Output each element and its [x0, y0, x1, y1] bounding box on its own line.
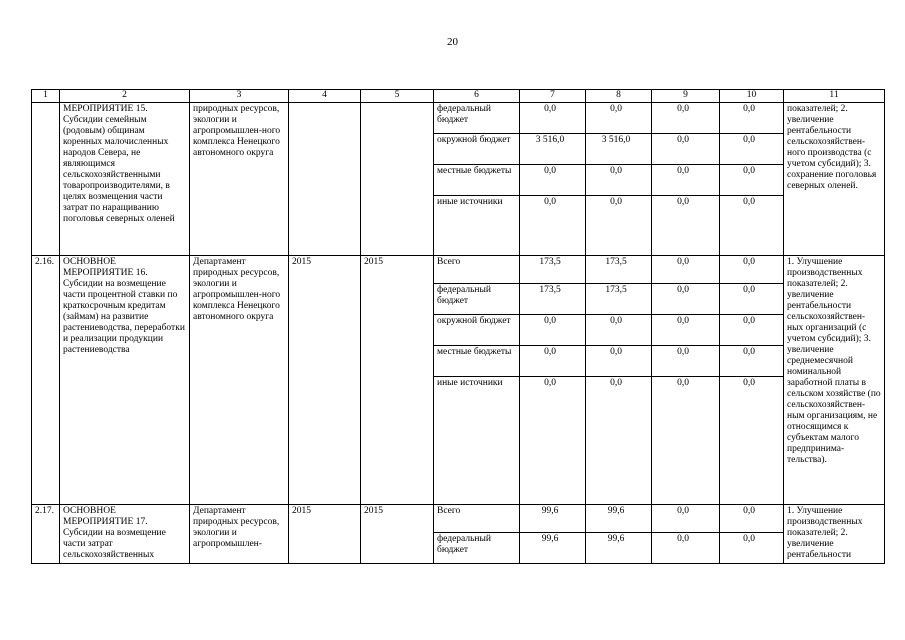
start-year: [289, 103, 361, 256]
executor: Департамент природных ресурсов, экологии и агропромышлен-: [190, 505, 289, 564]
value-cell: 0,0: [586, 165, 652, 196]
item-number: 2.16.: [32, 256, 60, 505]
header-cell: 7: [520, 90, 586, 103]
measure-title: ОСНОВНОЕ МЕРОПРИЯТИЕ 16. Субсидии на возмещение части процентной ставки по краткосрочным кредитам (займам) на развитие растениеводства, переработки и реализации продукции растениеводства: [60, 256, 190, 505]
program-table: [31, 89, 885, 564]
value-cell: 0,0: [720, 256, 784, 284]
table-row: [32, 505, 885, 533]
funding-source: федеральный бюджет: [434, 284, 520, 315]
value-cell: 0,0: [586, 103, 652, 134]
expected-results: показателей; 2. увеличение рентабельности сельскохозяйствен-ного производства (с учетом субсидий); 3. сохранение поголовья северных оленей.: [784, 103, 885, 256]
value-cell: 99,6: [520, 505, 586, 533]
value-cell: 0,0: [652, 134, 720, 165]
value-cell: 173,5: [586, 256, 652, 284]
value-cell: 173,5: [520, 284, 586, 315]
value-cell: 0,0: [586, 377, 652, 505]
funding-source: местные бюджеты: [434, 165, 520, 196]
item-number: 2.17.: [32, 505, 60, 564]
funding-source: окружной бюджет: [434, 134, 520, 165]
header-cell: 4: [289, 90, 361, 103]
value-cell: 0,0: [720, 196, 784, 256]
value-cell: 0,0: [720, 505, 784, 533]
value-cell: 0,0: [652, 284, 720, 315]
funding-source: федеральный бюджет: [434, 533, 520, 564]
value-cell: 0,0: [520, 346, 586, 377]
value-cell: 0,0: [520, 377, 586, 505]
measure-title: МЕРОПРИЯТИЕ 15. Субсидии семейным (родовым) общинам коренных малочисленных народов Севера, не являющимся сельскохозяйственными товаропроизводителями, в целях возмещения части затрат по наращиванию поголовья северных оленей: [60, 103, 190, 256]
value-cell: 3 516,0: [520, 134, 586, 165]
value-cell: 0,0: [720, 315, 784, 346]
executor: Департамент природных ресурсов, экологии и агропромышлен-ного комплекса Ненецкого автономного округа: [190, 256, 289, 505]
table-row: [32, 103, 885, 134]
value-cell: 0,0: [652, 377, 720, 505]
value-cell: 0,0: [520, 103, 586, 134]
value-cell: 0,0: [586, 315, 652, 346]
header-row: [32, 90, 885, 103]
header-cell: 9: [652, 90, 720, 103]
end-year: [361, 103, 434, 256]
start-year: 2015: [289, 256, 361, 505]
funding-source: окружной бюджет: [434, 315, 520, 346]
funding-source: федеральный бюджет: [434, 103, 520, 134]
value-cell: 3 516,0: [586, 134, 652, 165]
value-cell: 0,0: [586, 196, 652, 256]
item-number: [32, 103, 60, 256]
header-cell: 8: [586, 90, 652, 103]
header-cell: 3: [190, 90, 289, 103]
value-cell: 0,0: [720, 346, 784, 377]
value-cell: 0,0: [652, 315, 720, 346]
value-cell: 0,0: [652, 196, 720, 256]
funding-source: иные источники: [434, 377, 520, 505]
value-cell: 99,6: [586, 505, 652, 533]
expected-results: 1. Улучшение производственных показателей; 2. увеличение рентабельности сельскохозяйствен-ных организаций (с учетом субсидий); 3. увеличение среднемесячной номинальной заработной платы в сельском хозяйстве (по сельскохозяйствен-ным организациям, не относящимся к субъектам малого предпринима-тельства).: [784, 256, 885, 505]
start-year: 2015: [289, 505, 361, 564]
end-year: 2015: [361, 505, 434, 564]
value-cell: 173,5: [520, 256, 586, 284]
value-cell: 0,0: [720, 284, 784, 315]
value-cell: 0,0: [720, 134, 784, 165]
funding-source: Всего: [434, 505, 520, 533]
header-cell: 11: [784, 90, 885, 103]
funding-source: местные бюджеты: [434, 346, 520, 377]
value-cell: 0,0: [520, 165, 586, 196]
value-cell: 0,0: [652, 256, 720, 284]
header-cell: 6: [434, 90, 520, 103]
value-cell: 0,0: [720, 165, 784, 196]
value-cell: 99,6: [586, 533, 652, 564]
header-cell: 10: [720, 90, 784, 103]
value-cell: 0,0: [720, 533, 784, 564]
value-cell: 0,0: [720, 103, 784, 134]
header-cell: 1: [32, 90, 60, 103]
table-row: [32, 256, 885, 284]
value-cell: 0,0: [652, 346, 720, 377]
executor: природных ресурсов, экологии и агропромышлен-ного комплекса Ненецкого автономного округа: [190, 103, 289, 256]
funding-source: Всего: [434, 256, 520, 284]
header-cell: 2: [60, 90, 190, 103]
header-cell: 5: [361, 90, 434, 103]
value-cell: 0,0: [652, 505, 720, 533]
measure-title: ОСНОВНОЕ МЕРОПРИЯТИЕ 17. Субсидии на возмещение части затрат сельскохозяйственных: [60, 505, 190, 564]
value-cell: 173,5: [586, 284, 652, 315]
value-cell: 0,0: [520, 196, 586, 256]
value-cell: 0,0: [652, 165, 720, 196]
expected-results: 1. Улучшение производственных показателей; 2. увеличение рентабельности: [784, 505, 885, 564]
funding-source: иные источники: [434, 196, 520, 256]
value-cell: 0,0: [652, 533, 720, 564]
value-cell: 0,0: [720, 377, 784, 505]
end-year: 2015: [361, 256, 434, 505]
page-number: 20: [447, 36, 458, 48]
value-cell: 0,0: [586, 346, 652, 377]
value-cell: 99,6: [520, 533, 586, 564]
value-cell: 0,0: [652, 103, 720, 134]
value-cell: 0,0: [520, 315, 586, 346]
